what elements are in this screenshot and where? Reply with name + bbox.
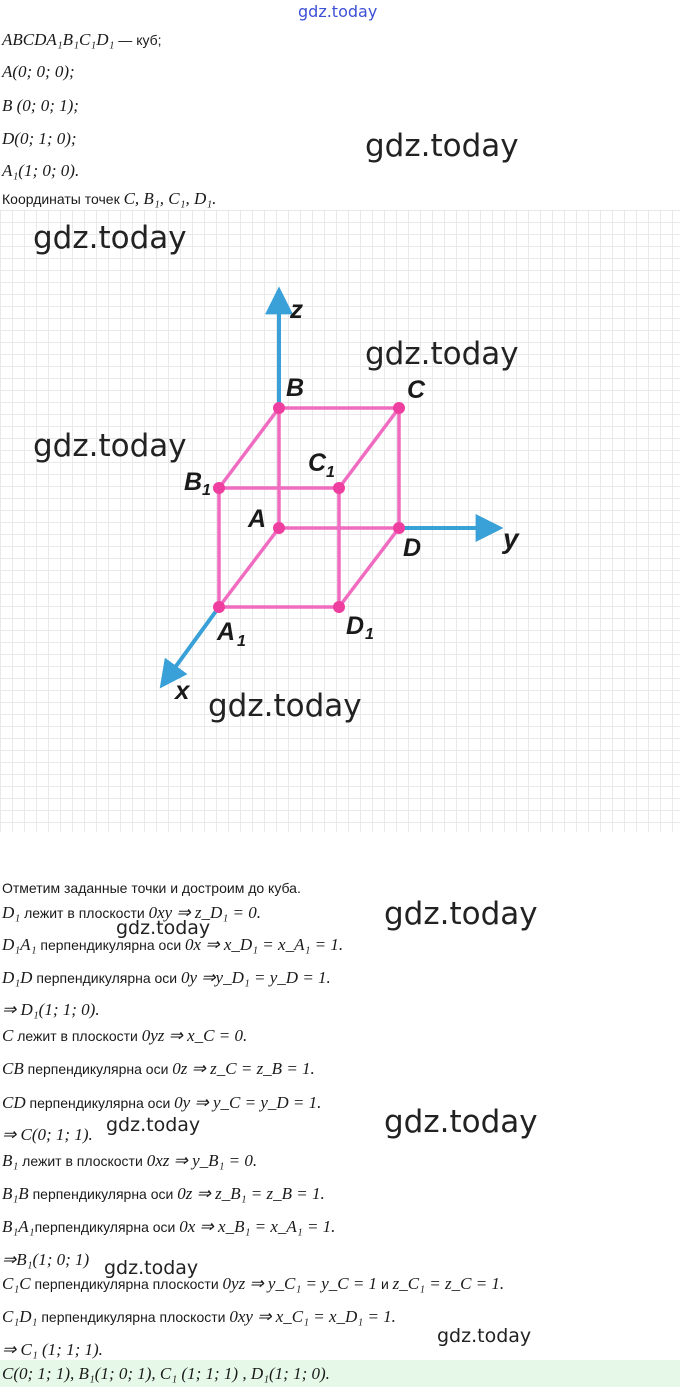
vertex-a	[273, 522, 285, 534]
axis-x-label: x	[175, 675, 190, 705]
vertex-d1	[333, 601, 345, 613]
label-b1-sub: 1	[202, 482, 211, 499]
solution-line: C₁C перпендикулярна плоскости 0yz ⇒ y_C₁ = y_C = 1 и z_C₁ = z_C = 1.	[2, 1274, 505, 1293]
point-a: A(0; 0; 0);	[2, 62, 75, 81]
axis-z-label: z	[290, 294, 303, 324]
watermark-top: gdz.today	[298, 2, 378, 21]
point-d: D(0; 1; 0);	[2, 129, 77, 148]
task-points: C, B₁, C₁, D₁.	[123, 189, 217, 208]
solution-line: CB перпендикулярна оси 0z ⇒ z_C = z_B = 1.	[2, 1059, 315, 1078]
label-c1: C	[308, 449, 327, 477]
point-b: B (0; 0; 1);	[2, 96, 79, 115]
watermark: gdz.today	[384, 896, 538, 932]
solution-line: ⇒B₁(1; 0; 1)	[2, 1250, 90, 1269]
solution-line: D₁D перпендикулярна оси 0y ⇒y_D₁ = y_D = 1.	[2, 968, 331, 987]
solution-line: C лежит в плоскости 0yz ⇒ x_C = 0.	[2, 1026, 248, 1045]
solution-line: CD перпендикулярна оси 0y ⇒ y_C = y_D = 1.	[2, 1093, 322, 1112]
solution-line: ⇒ C₁ (1; 1; 1).	[2, 1340, 103, 1359]
solution-line: B₁ лежит в плоскости 0xz ⇒ y_B₁ = 0.	[2, 1151, 258, 1170]
solution-line: D₁ лежит в плоскости 0xy ⇒ z_D₁ = 0.	[2, 903, 261, 922]
task-text: Координаты точек	[2, 191, 124, 207]
vertex-c	[393, 402, 405, 414]
label-a1: A	[217, 618, 236, 646]
cube-edges	[219, 408, 399, 607]
solution-line: D₁A₁ перпендикулярна оси 0x ⇒ x_D₁ = x_A₁ = 1.	[2, 935, 344, 954]
cube-suffix: — куб;	[114, 32, 162, 48]
label-d1: D	[346, 612, 365, 640]
label-c1-sub: 1	[326, 464, 335, 481]
solution-line: ⇒ C(0; 1; 1).	[2, 1125, 93, 1144]
label-c: C	[407, 376, 426, 404]
watermark: gdz.today	[365, 128, 519, 164]
label-d1-sub: 1	[365, 626, 374, 643]
vertex-b1	[213, 482, 225, 494]
watermark: gdz.today	[104, 1257, 199, 1279]
solution-line: B₁A₁перпендикулярна оси 0x ⇒ x_B₁ = x_A₁ = 1.	[2, 1217, 336, 1236]
vertex-a1	[213, 601, 225, 613]
label-b1: B	[184, 468, 203, 496]
watermark: gdz.today	[384, 1104, 538, 1140]
solution-intro: Отметим заданные точки и достроим до куба.	[2, 880, 301, 896]
watermark: gdz.today	[33, 220, 187, 256]
axis-y-label: y	[503, 523, 519, 554]
cube-vertices	[213, 402, 405, 613]
solution-line: ⇒ D₁(1; 1; 0).	[2, 1000, 100, 1019]
label-a1-sub: 1	[237, 633, 246, 650]
watermark: gdz.today	[33, 428, 187, 464]
watermark: gdz.today	[208, 688, 362, 724]
vertex-b	[273, 402, 285, 414]
solution-line: C₁D₁ перпендикулярна плоскости 0xy ⇒ x_C₁ = x_D₁ = 1.	[2, 1307, 396, 1326]
axis-x-line	[163, 607, 219, 684]
watermark: gdz.today	[106, 1114, 201, 1136]
label-a: A	[248, 505, 267, 533]
vertex-d	[393, 522, 405, 534]
label-b: B	[286, 374, 305, 402]
solution-line: B₁B перпендикулярна оси 0z ⇒ z_B₁ = z_B = 1.	[2, 1184, 325, 1203]
watermark: gdz.today	[116, 917, 211, 939]
watermark: gdz.today	[437, 1325, 532, 1347]
label-d: D	[403, 534, 422, 562]
cube-name: ABCDA₁B₁C₁D₁	[2, 30, 115, 49]
vertex-c1	[333, 482, 345, 494]
watermark: gdz.today	[365, 336, 519, 372]
point-a1: A₁(1; 0; 0).	[2, 161, 80, 180]
answer-line: C(0; 1; 1), B₁(1; 0; 1), C₁ (1; 1; 1) , D₁(1; 1; 0).	[2, 1364, 330, 1383]
